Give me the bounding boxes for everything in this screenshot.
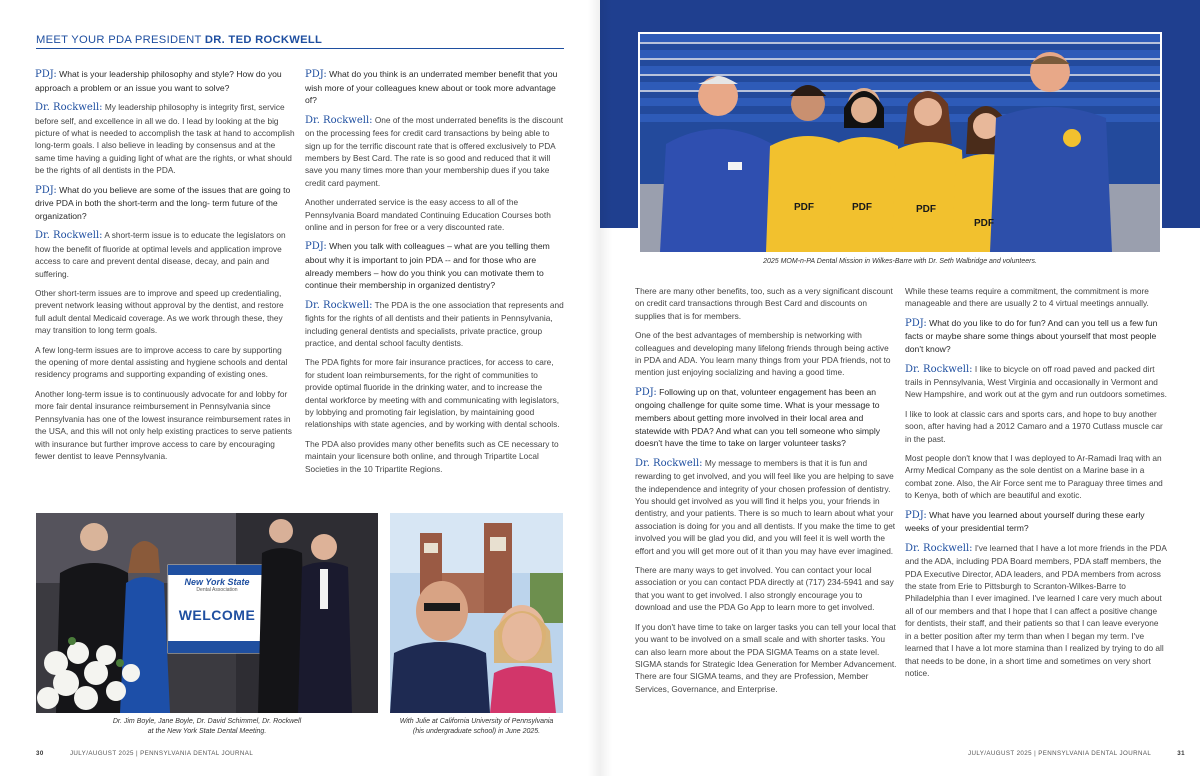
answer-label: Dr. Rockwell: [905, 363, 973, 375]
answer-text: I like to bicycle on off road paved and packed dirt trails in Pennsylvania, West Virginia and occasionally in Vermont and New Hampshire, and work out at the gym and run outdoors sometimes. [905, 363, 1167, 400]
answer-text: My leadership philosophy is integrity first, service before self, and excellence in all we do. I lead by looking at the big picture of what is needed to accomplish the task at hand to accomplish long-term goals. I also believe in leading by consensus and at the same time having a guiding light of what are the rights, or what should be the rights of all dentists in the PDA. [35, 102, 295, 176]
right-page [600, 0, 1200, 776]
gala-caption-line-2: at the New York State Dental Meeting. [147, 727, 267, 735]
julie-caption [390, 717, 563, 736]
question-text: Following up on that, volunteer engagement has been an ongoing challenge for quite some time. What is your message to members about getting more involved in their local area and statewide with PDA? And what can you tell someone who simply doesn't have the time to take on larger volunteer tasks? [635, 386, 881, 449]
header-name: DR. TED ROCKWELL [204, 34, 323, 46]
mission-shirt-logos [640, 34, 1160, 252]
answer-label: Dr. Rockwell: [305, 299, 373, 311]
shirt-logo-1: PDF [794, 202, 814, 213]
interview-answer [35, 229, 295, 280]
question-text: What have you learned about yourself during these early weeks of your presidential term? [905, 509, 1145, 534]
body-paragraph: There are many ways to get involved. You can contact your local association or you can contact PDA directly at (717) 234-5941 and say that you want to get involved. I also strongly encourage you to download and use the PDA Go App to learn more to get involved. [635, 565, 894, 613]
question-label: PDJ: [635, 386, 657, 398]
question-text: What do you think is an underrated member benefit that you wish more of your colleagues knew about or took more advantage of? [305, 69, 558, 106]
question-label: PDJ: [305, 69, 327, 80]
welcome-sign-main: WELCOME [178, 607, 256, 623]
interview-question [635, 386, 897, 450]
interview-answer [305, 114, 565, 189]
right-column-2 [905, 285, 1167, 686]
answer-text: My message to members is that it is fun and rewarding to get involved, and you will feel like you are helping to save the independence and integrity of your chosen profession of dentistry. You should get involved as you will find it helps you, your friends in dentistry, and your patients. There is so much to learn about what your association is doing for you and all dentists. If you make the time to get involved you will be glad you did, and you will feel it is well worth the effort and you will get more out of it than you may have ever imagined. [635, 457, 896, 556]
answer-text: I've learned that I have a lot more friends in the PDA and the ADA, including PDA Board members, PDA staff members, the PDA Executive Director, ADA leaders, and PDA members from across the state from Erie to Pittsburgh to Scranton-Wilkes-Barre to Philadelphia than I ever imagined. I've learned I care very much about all of our members and that I hope that I can affect a positive change for dentists, their staff, and their patients so that I can leave everyone in a better position after my term than when I began my term. I've learned that I have a lot more stamina than I realized by trying to do all that needs to be done, in a short time and sometimes on very short notice. [905, 542, 1167, 678]
answer-text: One of the most underrated benefits is the discount on the processing fees for credit card transactions by being able to sign up for the terrific discount rate that is offered exclusively to PDA members by Best Card. The rate is so good and reduced that it will save you many times more than your membership dues if you take credit card payment. [305, 114, 564, 188]
shirt-logo-2: PDF [852, 202, 872, 213]
interview-question [35, 184, 295, 223]
gala-caption [36, 717, 378, 736]
body-paragraph: I like to look at classic cars and sports cars, and hope to buy another soon, after having had a 2012 Camaro and a 1970 Cutlass muscle car in the past. [905, 408, 1163, 444]
body-paragraph: One of the best advantages of membership is networking with colleagues and developing many lifelong friends through being active in PDA and ADA. You learn many things from your PDA friends, not to mention just enjoying socializing and having a good time. [635, 330, 891, 378]
answer-text: The PDA is the one association that represents and fights for the rights of all dentists and their patients in Pennsylvania, including general dentists and specialists, private practice, group practice, and dental school faculty dentists. [305, 299, 564, 349]
interview-question [905, 509, 1167, 535]
question-label: PDJ: [905, 317, 927, 329]
shirt-logo-3: PDF [916, 204, 936, 215]
interview-answer [905, 363, 1167, 401]
question-text: What do you like to do for fun? And can you tell us a few fun facts or maybe share some things about yourself that most people don't know? [905, 317, 1158, 354]
right-footer-text: JULY/AUGUST 2025 | PENNSYLVANIA DENTAL JOURNAL [968, 750, 1151, 757]
left-column-1 [35, 68, 295, 469]
left-page-number: 30 [36, 750, 44, 757]
interview-answer [905, 542, 1167, 679]
interview-answer [635, 457, 897, 557]
julie-caption-line-1: With Julie at California University of Pennsylvania [399, 718, 554, 725]
interview-question [305, 240, 565, 291]
answer-label: Dr. Rockwell: [635, 457, 703, 469]
julie-photo [390, 513, 563, 713]
body-paragraph: Another long-term issue is to continuously advocate for and lobby for more fair dental insurance reimbursement in Pennsylvania since Pennsylvania has one of the lowest insurance reimbursement rates in the USA, and this will not only help existing practices to serve patients with insurance but further improve access to care by encouraging fewer dentist to leave Pennsylvania. [35, 388, 292, 461]
welcome-sign-text [168, 577, 266, 623]
question-text: What do you believe are some of the issues that are going to drive PDA in both the short-term and the long- term future of the organization? [35, 184, 291, 221]
question-text: When you talk with colleagues – what are you telling them about why it is important to join PDA -- and for those who are already members – how do you think you can motivate them to continue their membership in organized dentistry? [305, 241, 550, 291]
gala-caption-line-1: Dr. Jim Boyle, Jane Boyle, Dr. David Schimmel, Dr. Rockwell [112, 718, 302, 725]
julie-photo-illustration [390, 513, 563, 713]
right-column-1 [635, 285, 897, 702]
header-rule [36, 48, 564, 49]
left-footer-text: JULY/AUGUST 2025 | PENNSYLVANIA DENTAL JOURNAL [69, 750, 254, 757]
question-label: PDJ: [35, 69, 57, 80]
mission-photo [638, 32, 1162, 254]
right-page-number: 31 [1177, 750, 1185, 757]
body-paragraph: The PDA fights for more fair insurance practices, for access to care, for student loan reimbursements, for the right of communities to provide optimal fluoride in the drinking water, and to increase the dental workforce by meeting with and communicating with legislators, by lobbying and promoting fair legislation, by maintaining good relationships with state agencies, and by working with dental schools. [305, 357, 560, 430]
left-column-2 [305, 68, 565, 482]
question-label: PDJ: [905, 509, 927, 521]
question-label: PDJ: [35, 184, 57, 196]
interview-answer [35, 101, 295, 176]
interview-answer [305, 299, 565, 350]
interview-question [305, 68, 565, 107]
body-paragraph: Another underrated service is the easy access to all of the Pennsylvania Board mandated Continuing Education Courses both online and in person for free or a very discounted rate. [305, 197, 551, 233]
interview-question [905, 317, 1167, 356]
shirt-logo-4: PDF [974, 218, 994, 229]
mission-caption: 2025 MOM-n-PA Dental Mission in Wilkes-Barre with Dr. Seth Walbridge and volunteers. [763, 258, 1037, 265]
header-prefix: MEET YOUR PDA PRESIDENT [36, 34, 202, 46]
answer-text: A short-term issue is to educate the legislators on how the benefit of fluoride at optimal levels and application improve access to care and prevent dental disease, decay, and pain and suffering. [35, 230, 286, 279]
gala-photo [36, 513, 378, 713]
question-text: What is your leadership philosophy and style? How do you approach a problem or an issue you want to solve? [35, 69, 282, 93]
answer-label: Dr. Rockwell: [35, 102, 103, 114]
welcome-sign-org: New York State [184, 577, 250, 587]
welcome-sign-sub: Dental Association [196, 587, 238, 593]
answer-label: Dr. Rockwell: [905, 542, 973, 554]
body-paragraph: The PDA also provides many other benefits such as CE necessary to maintain your licensure both online, and through Tripartite Local Societies in the 10 Tripartite Regions. [305, 438, 559, 474]
body-paragraph: There are many other benefits, too, such as a very significant discount on credit card transactions through Best Card and discounts on supplies that is for members. [635, 286, 893, 321]
body-paragraph: Other short-term issues are to improve and speed up credentialing, prevent network leasing without approval by the dentist, and restore full adult dental Medicaid coverage. As we work through these, they may transition to long term goals. [35, 288, 284, 336]
answer-label: Dr. Rockwell: [35, 230, 103, 242]
julie-caption-line-2: (his undergraduate school) in June 2025. [412, 727, 541, 735]
gutter-shade [588, 0, 612, 776]
question-label: PDJ: [305, 241, 327, 253]
body-paragraph: Most people don't know that I was deployed to Ar-Ramadi Iraq with an Army Medical Company as the sole dentist on a Marine base in a combat zone. Also, the Air Force sent me to Paraguay three times and to Kenya, both of which are beautiful and exotic. [905, 453, 1163, 501]
interview-question [35, 68, 295, 94]
body-paragraph: A few long-term issues are to improve access to care by supporting the opening of more dental assisting and hygiene schools and dental residency programs and supporting expanding of existing ones. [35, 344, 288, 380]
left-footer [36, 750, 253, 757]
page-header [36, 34, 322, 46]
body-paragraph: While these teams require a commitment, the commitment is more manageable and there are usually 2 to 4 virtual meetings annually. [905, 286, 1149, 309]
body-paragraph: If you don't have time to take on larger tasks you can tell your local that you want to be involved on a small scale and with shorter tasks. You can also learn more about the PDA SIGMA Teams on a state level. SIGMA stands for Strategic Idea Generation for Member Advancement. There are four SIGMA teams, and they are Profession, Member Services, Governance, and Enterprise. [635, 621, 897, 694]
answer-label: Dr. Rockwell: [305, 114, 373, 126]
right-footer [968, 750, 1185, 757]
